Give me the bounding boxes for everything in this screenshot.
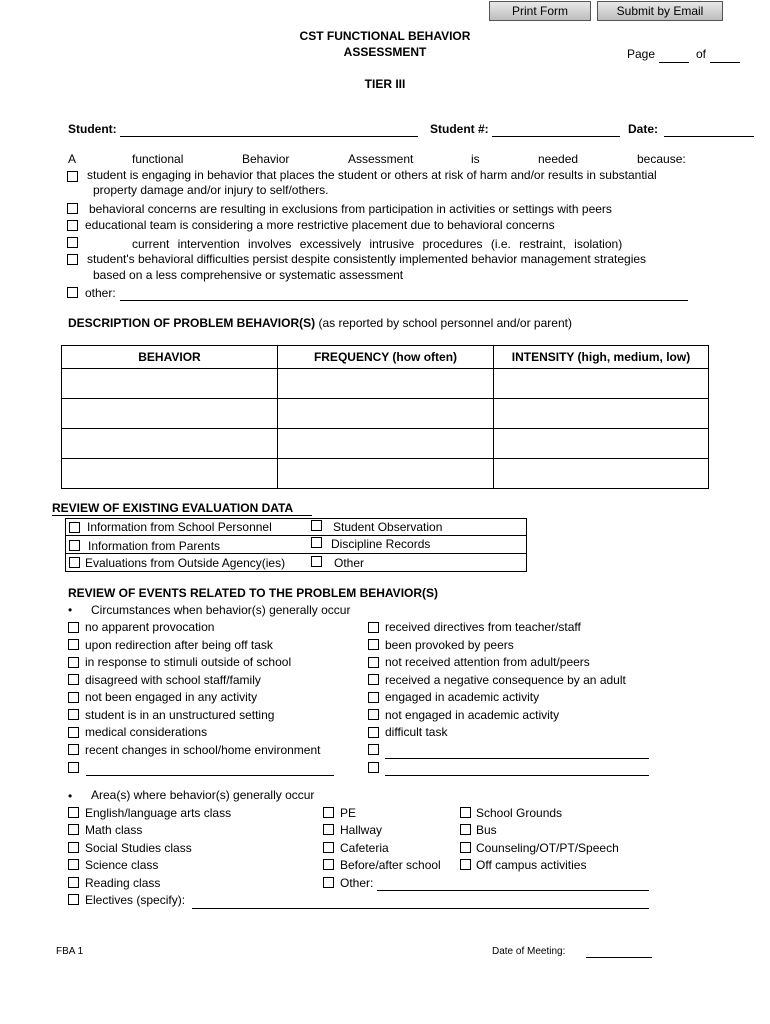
circumstance-label: received a negative consequence by an adult: [385, 673, 626, 687]
form-code: FBA 1: [56, 946, 84, 957]
form-title-line1: CST FUNCTIONAL BEHAVIOR: [299, 29, 471, 43]
circumstance-other-checkbox[interactable]: [368, 744, 379, 755]
circumstance-label: not engaged in academic activity: [385, 708, 560, 722]
page-total-field[interactable]: [710, 62, 740, 63]
area-other-field[interactable]: [377, 890, 649, 891]
circumstance-checkbox[interactable]: [68, 622, 79, 633]
area-label: PE: [340, 806, 357, 820]
table-row: [62, 459, 709, 489]
need-exclusions-text: behavioral concerns are resulting in exclusions from participation in activities or settings with peers: [89, 202, 612, 216]
info-parents-label: Information from Parents: [88, 539, 221, 553]
circumstance-checkbox[interactable]: [68, 727, 79, 738]
frequency-cell[interactable]: [278, 399, 494, 429]
intensity-column-header: INTENSITY (high, medium, low): [494, 346, 709, 369]
student-observation-checkbox[interactable]: [311, 520, 322, 531]
intro-word: Assessment: [348, 152, 414, 166]
student-number-field[interactable]: [492, 136, 620, 137]
need-persist-text-cont: based on a less comprehensive or systematic assessment: [93, 268, 404, 282]
area-label: Cafeteria: [340, 841, 389, 855]
behavior-column-header: BEHAVIOR: [62, 346, 278, 369]
table-row: [62, 429, 709, 459]
need-risk-checkbox[interactable]: [67, 171, 78, 182]
electives-field[interactable]: [192, 908, 649, 909]
circumstance-label: been provoked by peers: [385, 638, 514, 652]
info-parents-checkbox[interactable]: [69, 540, 80, 551]
electives-checkbox[interactable]: [68, 894, 79, 905]
intensity-cell[interactable]: [494, 399, 709, 429]
date-field[interactable]: [664, 136, 754, 137]
area-label: Science class: [85, 858, 159, 872]
info-school-personnel-checkbox[interactable]: [69, 522, 80, 533]
area-label: Bus: [476, 823, 497, 837]
need-other-checkbox[interactable]: [67, 287, 78, 298]
date-of-meeting-label: Date of Meeting:: [492, 946, 566, 957]
date-of-meeting-field[interactable]: [586, 957, 652, 958]
circumstance-other-field[interactable]: [385, 758, 649, 759]
tier-label: TIER III: [364, 77, 406, 91]
circumstance-label: engaged in academic activity: [385, 690, 540, 704]
circumstance-checkbox[interactable]: [68, 657, 79, 668]
page-number-field[interactable]: [659, 62, 689, 63]
other-evaluation-label: Other: [334, 556, 365, 570]
circumstance-label: disagreed with school staff/family: [85, 673, 261, 687]
description-subtext: (as reported by school personnel and/or parent): [318, 316, 572, 330]
need-intervention-checkbox[interactable]: [67, 237, 78, 248]
circumstance-checkbox[interactable]: [368, 674, 379, 685]
print-form-button[interactable]: Print Form: [489, 1, 591, 21]
area-label: Reading class: [85, 876, 161, 890]
behavior-cell[interactable]: [62, 429, 278, 459]
circumstance-checkbox[interactable]: [368, 622, 379, 633]
need-other-label: other:: [85, 286, 116, 300]
discipline-records-label: Discipline Records: [331, 537, 431, 551]
circumstance-label: difficult task: [385, 725, 448, 739]
intro-word: A: [68, 152, 77, 166]
area-checkbox[interactable]: [460, 842, 471, 853]
circumstance-checkbox[interactable]: [68, 674, 79, 685]
description-heading-bold: DESCRIPTION OF PROBLEM BEHAVIOR(S): [68, 316, 316, 330]
circumstance-label: medical considerations: [85, 725, 208, 739]
intro-word: because:: [637, 152, 686, 166]
area-label: School Grounds: [476, 806, 563, 820]
circumstance-label: recent changes in school/home environment: [85, 743, 321, 757]
circumstance-label: no apparent provocation: [85, 620, 215, 634]
evaluation-divider: [65, 553, 527, 554]
circumstance-label: not received attention from adult/peers: [385, 655, 590, 669]
area-label: Counseling/OT/PT/Speech: [476, 841, 619, 855]
area-checkbox[interactable]: [68, 842, 79, 853]
review-events-heading: REVIEW OF EVENTS RELATED TO THE PROBLEM BEHAVIOR(S): [68, 586, 439, 600]
circumstance-checkbox[interactable]: [68, 692, 79, 703]
circumstance-label: upon redirection after being off task: [85, 638, 273, 652]
intro-word: Behavior: [242, 152, 290, 166]
circumstance-other-field[interactable]: [385, 775, 649, 776]
intro-word: is: [471, 152, 480, 166]
discipline-records-checkbox[interactable]: [311, 537, 322, 548]
area-checkbox[interactable]: [68, 859, 79, 870]
circumstance-label: student is in an unstructured setting: [85, 708, 275, 722]
submit-by-email-button[interactable]: Submit by Email: [597, 1, 723, 21]
area-label: Off campus activities: [476, 858, 587, 872]
circumstance-checkbox[interactable]: [368, 639, 379, 650]
circumstance-other-checkbox[interactable]: [68, 762, 79, 773]
circumstance-checkbox[interactable]: [68, 639, 79, 650]
bullet-icon: •: [68, 789, 73, 803]
area-checkbox[interactable]: [68, 824, 79, 835]
circumstance-checkbox[interactable]: [68, 709, 79, 720]
need-exclusions-checkbox[interactable]: [67, 203, 78, 214]
review-existing-heading: REVIEW OF EXISTING EVALUATION DATA: [52, 501, 294, 515]
area-checkbox[interactable]: [68, 807, 79, 818]
area-other-checkbox[interactable]: [323, 877, 334, 888]
need-placement-text: educational team is considering a more restrictive placement due to behavioral concerns: [85, 218, 555, 232]
area-label: Social Studies class: [85, 841, 192, 855]
need-intervention-text: current intervention involves excessively intrusive procedures (i.e. restraint, isolation): [132, 237, 623, 251]
area-other-label: Other:: [340, 876, 374, 890]
circumstance-label: in response to stimuli outside of school: [85, 655, 292, 669]
area-checkbox[interactable]: [323, 824, 334, 835]
student-number-label: Student #:: [430, 122, 489, 136]
area-checkbox[interactable]: [68, 877, 79, 888]
student-observation-label: Student Observation: [333, 520, 443, 534]
student-label: Student:: [68, 122, 117, 136]
need-risk-text-cont: property damage and/or injury to self/others.: [93, 183, 329, 197]
need-other-field[interactable]: [120, 300, 688, 301]
form-title-line2: ASSESSMENT: [343, 45, 427, 59]
frequency-cell[interactable]: [278, 429, 494, 459]
area-checkbox[interactable]: [460, 824, 471, 835]
circumstance-checkbox[interactable]: [368, 692, 379, 703]
intro-word: needed: [538, 152, 579, 166]
outside-agency-checkbox[interactable]: [69, 557, 80, 568]
area-label: Before/after school: [340, 858, 441, 872]
frequency-cell[interactable]: [278, 369, 494, 399]
of-label: of: [696, 47, 707, 61]
area-label: English/language arts class: [85, 806, 232, 820]
behavior-table: [61, 345, 709, 489]
intro-word: functional: [132, 152, 184, 166]
area-checkbox[interactable]: [323, 859, 334, 870]
frequency-cell[interactable]: [278, 459, 494, 489]
need-placement-checkbox[interactable]: [67, 220, 78, 231]
table-row: [62, 369, 709, 399]
intensity-cell[interactable]: [494, 429, 709, 459]
review-existing-underline: [52, 515, 312, 516]
info-school-personnel-label: Information from School Personnel: [87, 520, 272, 534]
behavior-cell[interactable]: [62, 399, 278, 429]
area-checkbox[interactable]: [323, 842, 334, 853]
description-heading: [68, 316, 572, 330]
frequency-column-header: FREQUENCY (how often): [278, 346, 494, 369]
area-checkbox[interactable]: [460, 859, 471, 870]
area-checkbox[interactable]: [460, 807, 471, 818]
behavior-cell[interactable]: [62, 459, 278, 489]
intensity-cell[interactable]: [494, 459, 709, 489]
area-checkbox[interactable]: [323, 807, 334, 818]
other-evaluation-checkbox[interactable]: [311, 556, 322, 567]
area-label: Math class: [85, 823, 143, 837]
circumstance-checkbox[interactable]: [368, 657, 379, 668]
date-label: Date:: [628, 122, 659, 136]
circumstance-other-field[interactable]: [86, 775, 334, 776]
outside-agency-label: Evaluations from Outside Agency(ies): [85, 556, 286, 570]
circumstance-other-checkbox[interactable]: [368, 762, 379, 773]
need-persist-text: student's behavioral difficulties persist despite consistently implemented behavior management strategies: [87, 252, 647, 266]
need-risk-text: student is engaging in behavior that places the student or others at risk of harm and/or results in substantial: [87, 168, 657, 182]
circumstances-label: Circumstances when behavior(s) generally occur: [91, 603, 351, 617]
page-label: Page: [627, 47, 656, 61]
student-field[interactable]: [120, 136, 418, 137]
area-label: Hallway: [340, 823, 383, 837]
circumstance-checkbox[interactable]: [368, 727, 379, 738]
need-persist-checkbox[interactable]: [67, 254, 78, 265]
circumstance-label: not been engaged in any activity: [85, 690, 258, 704]
table-row: [62, 399, 709, 429]
circumstance-checkbox[interactable]: [368, 709, 379, 720]
behavior-cell[interactable]: [62, 369, 278, 399]
bullet-icon: •: [68, 603, 73, 617]
electives-label: Electives (specify):: [85, 893, 186, 907]
circumstance-label: received directives from teacher/staff: [385, 620, 581, 634]
intensity-cell[interactable]: [494, 369, 709, 399]
evaluation-divider: [65, 535, 527, 536]
areas-label: Area(s) where behavior(s) generally occur: [91, 788, 315, 802]
circumstance-checkbox[interactable]: [68, 744, 79, 755]
